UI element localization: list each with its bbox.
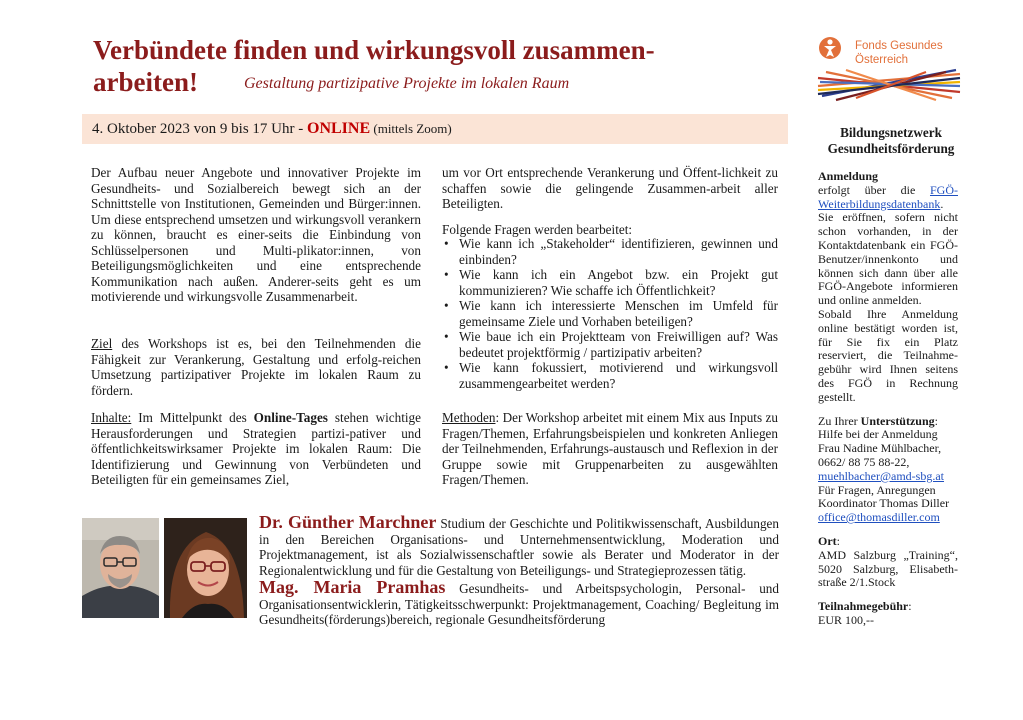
list-item: • Wie baue ich ein Projektteam von Freiwilligen auf? Was bedeutet projektförmig / partizipativ arbeiten? <box>442 329 778 360</box>
fee-colon: : <box>908 599 912 614</box>
registration-link[interactable]: FGÖ-Weiterbildungsdatenbank <box>818 182 958 211</box>
date-bar <box>82 114 788 144</box>
speaker-bios <box>259 512 779 628</box>
registration-confirmation: Sobald Ihre Anmeldung online bestätigt worden ist, für Sie fix ein Platz reserviert, die Teilnahme-gebühr wird Ihnen seitens des FGÖ in Rechnung gestellt. <box>818 306 958 404</box>
content-bold: Online-Tages <box>253 410 328 425</box>
organization-name: Bildungsnetzwerk Gesundheitsförderung <box>827 125 955 156</box>
registration-text-b: . Sie eröffnen, sofern nicht schon vorhanden, in der Kontaktdatenbank ein FGÖ-Benutzer/innenkonto und können sich dann über alle FGÖ-Angebote informieren und online anmelden. <box>818 196 958 308</box>
support-text-2: Für Fragen, Anregungen Koordinator Thomas Diller <box>818 482 950 511</box>
registration-text-a: erfolgt über die <box>818 182 930 197</box>
list-item: • Wie kann ich „Stakeholder“ identifizieren, gewinnen und einbinden? <box>442 236 778 267</box>
page-title-line2: arbeiten! <box>93 67 198 97</box>
speaker-name: Mag. Maria Pramhas <box>259 577 446 597</box>
fee-text: EUR 100,-- <box>818 612 874 627</box>
date-separator: - <box>294 121 307 137</box>
page-title-line1: Verbündete finden und wirkungsvoll zusammen- <box>93 35 655 65</box>
methods-label: Methoden <box>442 410 496 425</box>
goal-label: Ziel <box>91 336 113 351</box>
questions-heading: Folgende Fragen werden bearbeitet: <box>442 222 633 237</box>
support-heading: Unterstützung <box>860 413 935 428</box>
registration-heading: Anmeldung <box>818 169 879 183</box>
logo-text-line1: Fonds Gesundes <box>855 40 943 52</box>
intro-paragraph: Der Aufbau neuer Angebote und innovativer Projekte im Gesundheits- und Sozialbereich bewegt sich an der Schnittstelle von Institutionen, Gemeinden und Bürger:innen. Um diese entsprechend umsetzen und wirkungsvoll verankern zu können, braucht es einer-seits die Einbindung von Schlüsselpersonen und Multi-plikator:innen, von Beteiligungsmöglichkeiten und eine entsprechende Kommunikation nach außen. Anderer-seits geht es um motivierende und wirkungsvolle Zusammenarbeit. <box>91 165 421 304</box>
speaker-photo-marchner <box>82 518 159 618</box>
support-email-link[interactable]: muehlbacher@amd-sbg.at <box>818 468 945 483</box>
methods-paragraph <box>442 410 778 488</box>
fee-heading: Teilnahmegebühr <box>818 599 909 614</box>
speaker-description: Studium der Geschichte und Politikwissenschaft, Ausbildungen in den Bereichen Organisations- und Unternehmensentwicklung, Moderation und Projektmanagement, ist als Sozialwissenschaftler sowie als Berater und Moderator in der Regionalentwicklung und für die Gestaltung von Beteiligungs- und Strategieprozessen tätig. <box>259 516 779 578</box>
location-heading: Ort <box>818 533 837 548</box>
logo-text-line2: Österreich <box>855 54 909 66</box>
event-date: 4. Oktober 2023 von 9 bis 17 Uhr <box>92 121 295 137</box>
questions-list <box>442 236 778 391</box>
speaker-photo-pramhas <box>164 518 247 618</box>
goal-text: des Workshops ist es, bei den Teilnehmenden die Fähigkeit zur Verankerung, Gestaltung und erfolg-reichen Umsetzung partizipativer Projekte im lokalen Raum zu fördern. <box>91 336 421 398</box>
coordinator-email-link[interactable]: office@thomasdiller.com <box>818 510 940 525</box>
support-prefix: Zu Ihrer <box>818 413 861 428</box>
location-colon: : <box>836 533 840 548</box>
list-item: • Wie kann ich ein Angebot bzw. ein Projekt gut kommunizieren? Wie schaffe ich Öffentlichkeit? <box>442 267 778 298</box>
support-suffix: : <box>934 413 938 428</box>
page-subtitle: Gestaltung partizipative Projekte im lokalen Raum <box>244 75 570 92</box>
speaker-name: Dr. Günther Marchner <box>259 512 437 532</box>
registration-text <box>818 184 958 308</box>
goal-paragraph <box>91 336 421 398</box>
methods-text: : Der Workshop arbeitet mit einem Mix aus Inputs zu Fragen/Themen, Erfahrungsbeispielen und konkreten Anliegen der Teilnehmenden, Erfahrungs-austausch und Reflexion in der Gruppe sowie mit Gruppenarbeiten zu ausgewählten Fragen/Themen. <box>442 410 778 487</box>
online-label: ONLINE <box>307 120 371 137</box>
content-label: Inhalte: <box>91 410 132 425</box>
sidebar-info <box>818 170 958 628</box>
list-item: • Wie kann ich interessierte Menschen im Umfeld für gemeinsame Ziele und Vorhaben beteiligen? <box>442 298 778 329</box>
content-text-b: stehen wichtige Herausforderungen und Strategien partizi-pativer und öffentlichkeitswirksamer Projekte im lokalen Raum: Die Identifizierung und Gewinnung von Verbündeten und Beteiligten für ein gemeinsames Ziel, <box>91 410 421 487</box>
list-item: • Wie kann fokussiert, motivierend und wirkungsvoll zusammengearbeitet werden? <box>442 360 778 391</box>
support-text: Hilfe bei der Anmeldung Frau Nadine Mühlbacher, 0662/ 88 75 88-22, <box>818 427 942 469</box>
content-paragraph <box>91 410 421 488</box>
speaker-bio <box>259 577 779 628</box>
content-text-a: Im Mittelpunkt des <box>131 410 254 425</box>
speaker-bio <box>259 512 779 578</box>
continuation-paragraph: um vor Ort entsprechende Verankerung und Öffent-lichkeit zu schaffen sowie die gelingende Zusammen-arbeit aller Beteiligten. <box>442 165 778 211</box>
speaker-description: Gesundheits- und Arbeitspsychologin, Personal- und Organisationsentwicklerin, Tätigkeitsschwerpunkt: Projektmanagement, Coaching/ Begleitung im Gesundheits(förderungs)bereich, regionale Gesundheitsförderung <box>259 581 779 627</box>
location-text: AMD Salzburg „Training“, 5020 Salzburg, Elisabeth-straße 2/1.Stock <box>818 547 958 590</box>
mode-label: (mittels Zoom) <box>370 121 452 136</box>
